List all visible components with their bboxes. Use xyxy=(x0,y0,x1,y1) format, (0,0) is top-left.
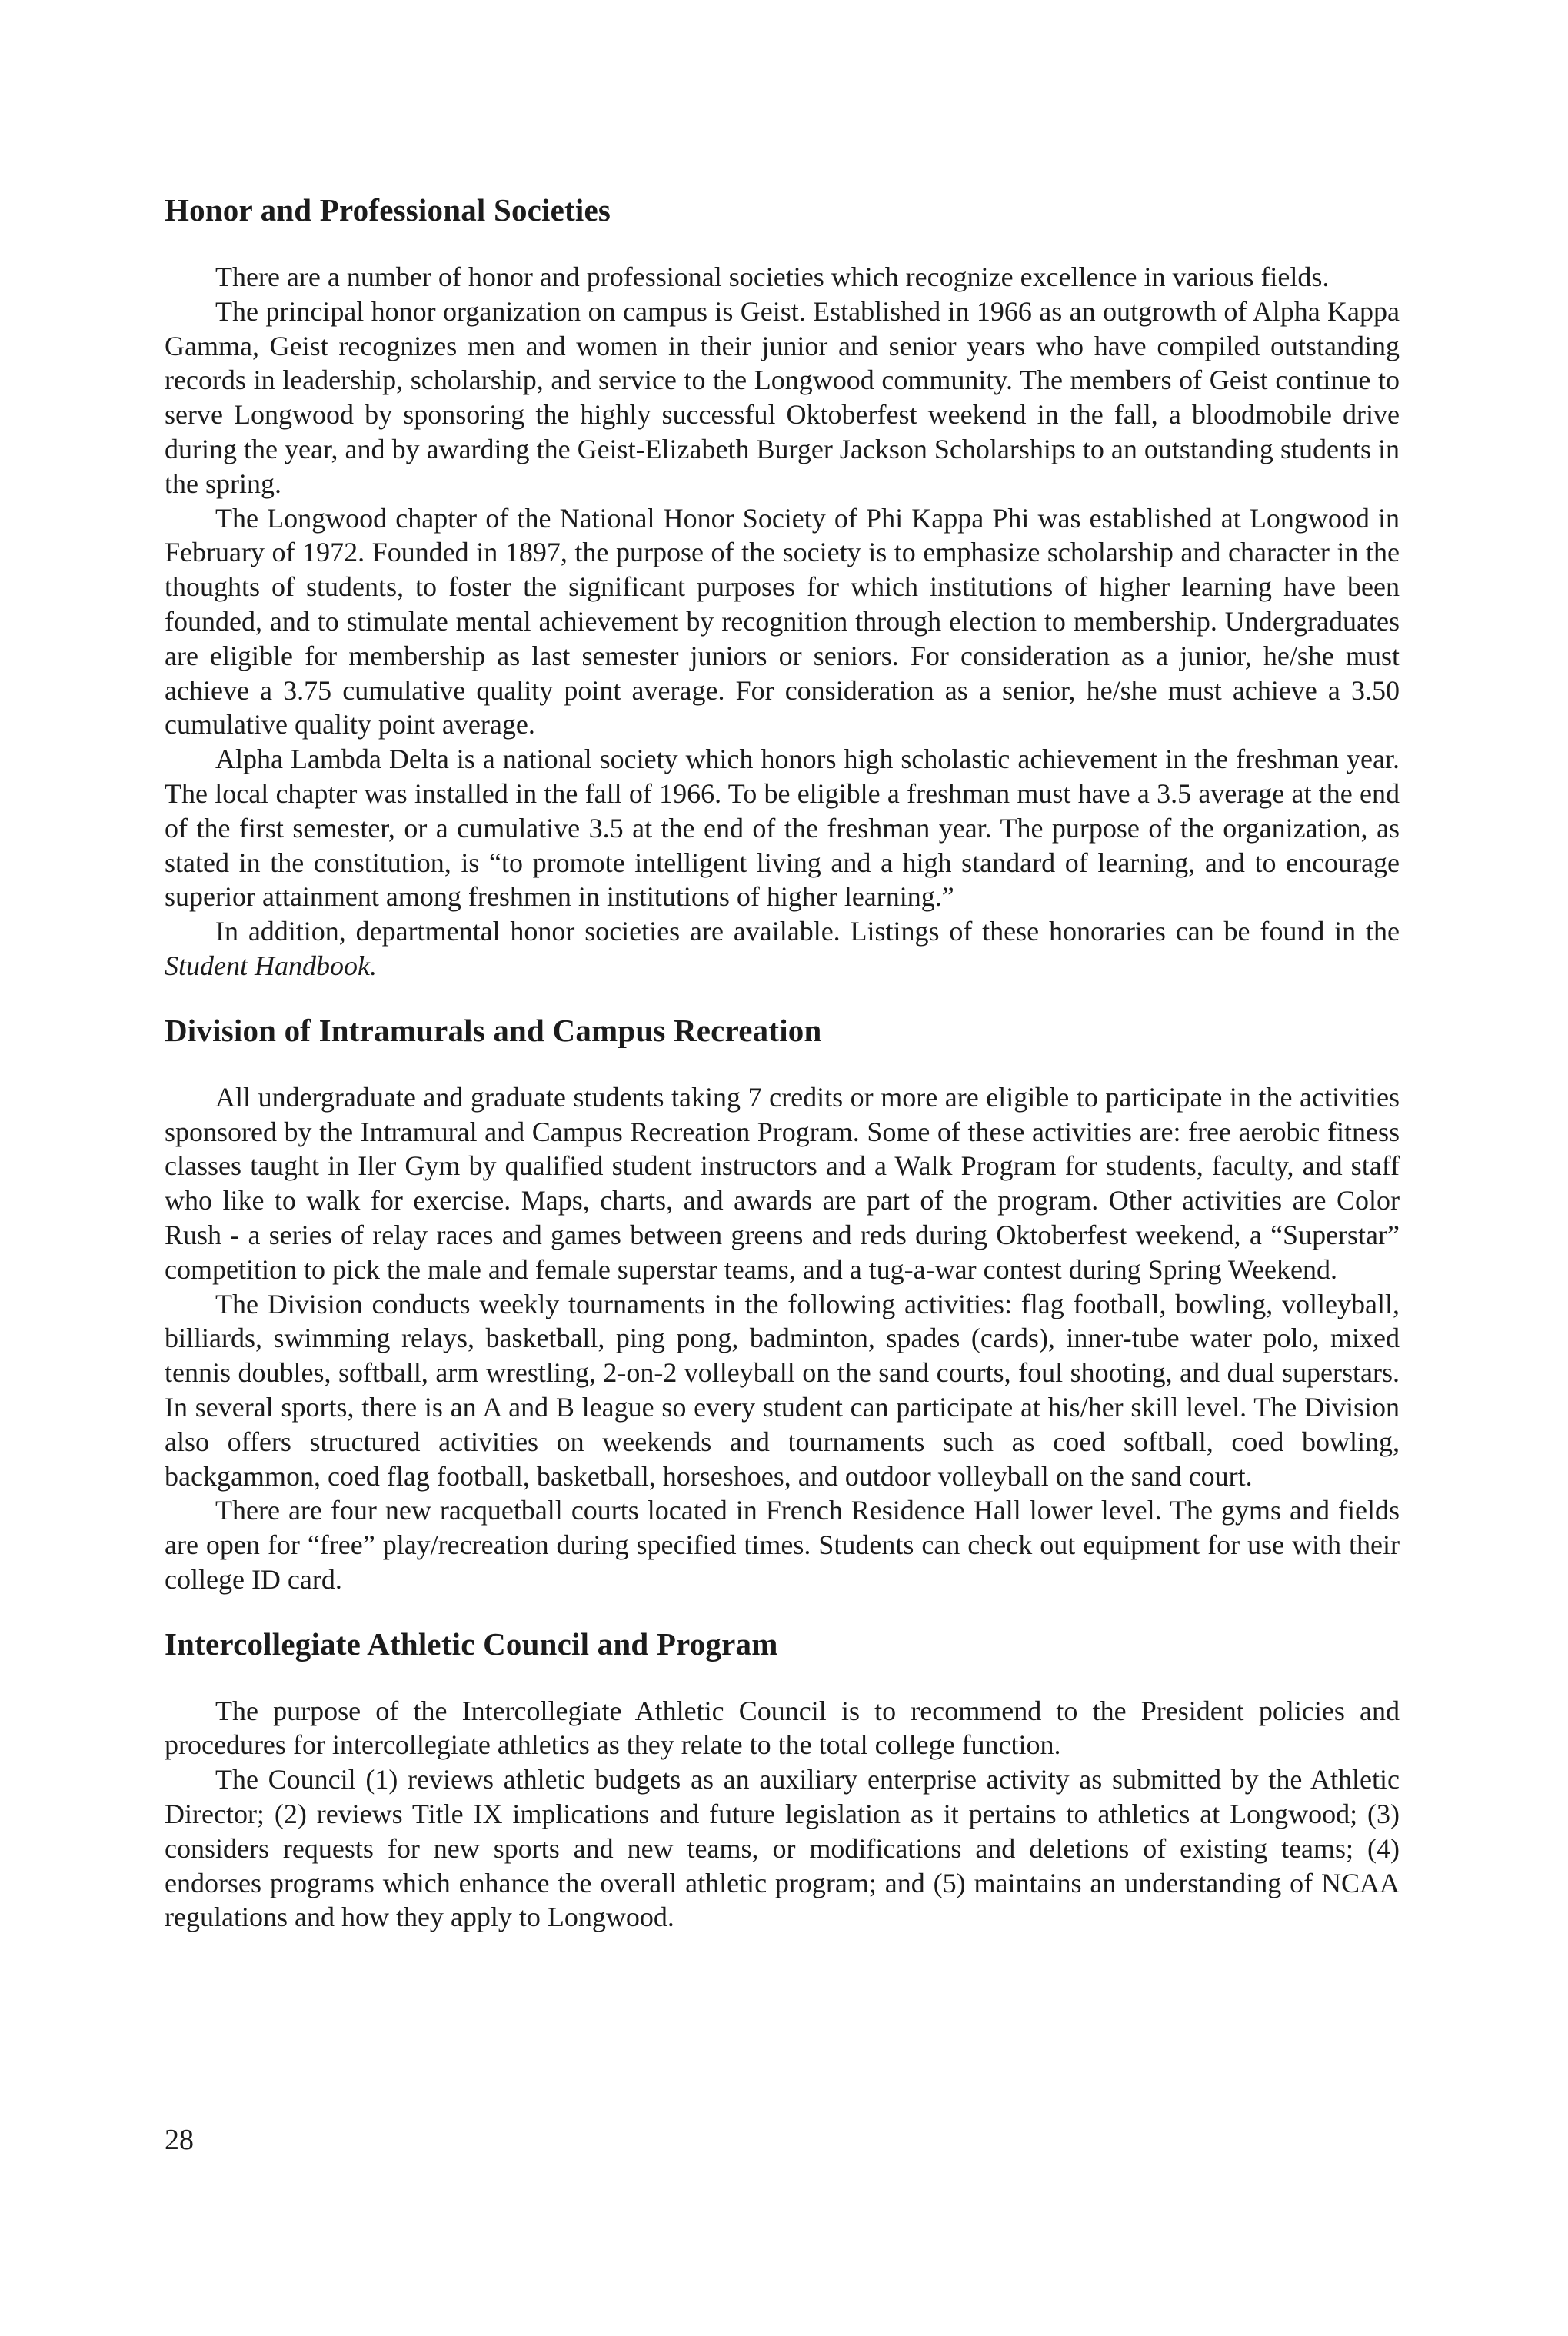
paragraph: There are four new racquetball courts located in French Residence Hall lower level. The gyms and fields are open for “free” play/recreation during specified times. Students can check out equipment for use with their college ID card. xyxy=(165,1495,1400,1595)
paragraph: There are a number of honor and professional societies which recognize excellence in various fields. xyxy=(215,261,1330,292)
paragraph: Alpha Lambda Delta is a national society which honors high scholastic achievement in the freshman year. The local chapter was installed in the fall of 1966. To be eligible a freshman must have a 3.5 average at the end of the first semester, or a cumulative 3.5 at the end of the freshman year. The purpose of the organization, as stated in the constitution, is “to promote intelligent living and a high standard of learning, and to encourage superior attainment among freshmen in institutions of higher learning.” xyxy=(165,744,1400,913)
section-honor-societies xyxy=(165,191,1400,983)
section-heading: Division of Intramurals and Campus Recreation xyxy=(165,1012,822,1048)
paragraph: The Division conducts weekly tournaments in the following activities: flag football, bowling, volleyball, billiards, swimming relays, basketball, ping pong, badminton, spades (cards), inner-tube water polo, mixed tennis doubles, softball, arm wrestling, 2-on-2 volleyball on the sand courts, foul shooting, and dual superstars. In several sports, there is an A and B league so every student can participate at his/her skill level. The Division also offers structured activities on weekends and tournaments such as coed softball, coed bowling, backgammon, coed flag football, basketball, horseshoes, and outdoor volleyball on the sand court. xyxy=(165,1288,1400,1492)
page-number: 28 xyxy=(165,2124,194,2156)
section-athletic-council xyxy=(165,1625,1400,1935)
section-heading: Honor and Professional Societies xyxy=(165,192,611,228)
section-intramurals xyxy=(165,1011,1400,1597)
paragraph: All undergraduate and graduate students taking 7 credits or more are eligible to participate in the activities sponsored by the Intramural and Campus Recreation Program. Some of these activities are: free aerobic fitness classes taught in Iler Gym by qualified student instructors and a Walk Program for students, faculty, and staff who like to walk for exercise. Maps, charts, and awards are part of the program. Other activities are Color Rush - a series of relay races and games between greens and reds during Oktoberfest weekend, a “Superstar” competition to pick the male and female superstar teams, and a tug-a-war contest during Spring Weekend. xyxy=(165,1081,1400,1285)
page-body xyxy=(165,191,1400,1935)
paragraph-text: In addition, departmental honor societies are available. Listings of these honoraries can be found in the xyxy=(215,916,1400,947)
paragraph: The Council (1) reviews athletic budgets as an auxiliary enterprise activity as submitted by the Athletic Director; (2) reviews Title IX implications and future legislation as it pertains to athletics at Longwood; (3) considers requests for new sports and new teams, or modifications and deletions of existing teams; (4) endorses programs which enhance the overall athletic program; and (5) maintains an understanding of NCAA regulations and how they apply to Longwood. xyxy=(165,1764,1400,1933)
handbook-title: Student Handbook. xyxy=(165,950,377,981)
section-heading: Intercollegiate Athletic Council and Program xyxy=(165,1626,778,1662)
paragraph-handbook xyxy=(165,914,1400,983)
paragraph: The principal honor organization on campus is Geist. Established in 1966 as an outgrowth of Alpha Kappa Gamma, Geist recognizes men and women in their junior and senior years who have compiled outstanding records in leadership, scholarship, and service to the Longwood community. The members of Geist continue to serve Longwood by sponsoring the highly successful Oktoberfest weekend in the fall, a bloodmobile drive during the year, and by awarding the Geist-Elizabeth Burger Jackson Scholarships to an outstanding students in the spring. xyxy=(165,295,1400,499)
paragraph: The purpose of the Intercollegiate Athletic Council is to recommend to the President policies and procedures for intercollegiate athletics as they relate to the total college function. xyxy=(165,1695,1400,1761)
paragraph: The Longwood chapter of the National Honor Society of Phi Kappa Phi was established at Longwood in February of 1972. Founded in 1897, the purpose of the society is to emphasize scholarship and character in the thoughts of students, to foster the significant purposes for which institutions of higher learning have been founded, and to stimulate mental achievement by recognition through election to membership. Undergraduates are eligible for membership as last semester juniors or seniors. For consideration as a junior, he/she must achieve a 3.75 cumulative quality point average. For consideration as a senior, he/she must achieve a 3.50 cumulative quality point average. xyxy=(165,502,1400,740)
